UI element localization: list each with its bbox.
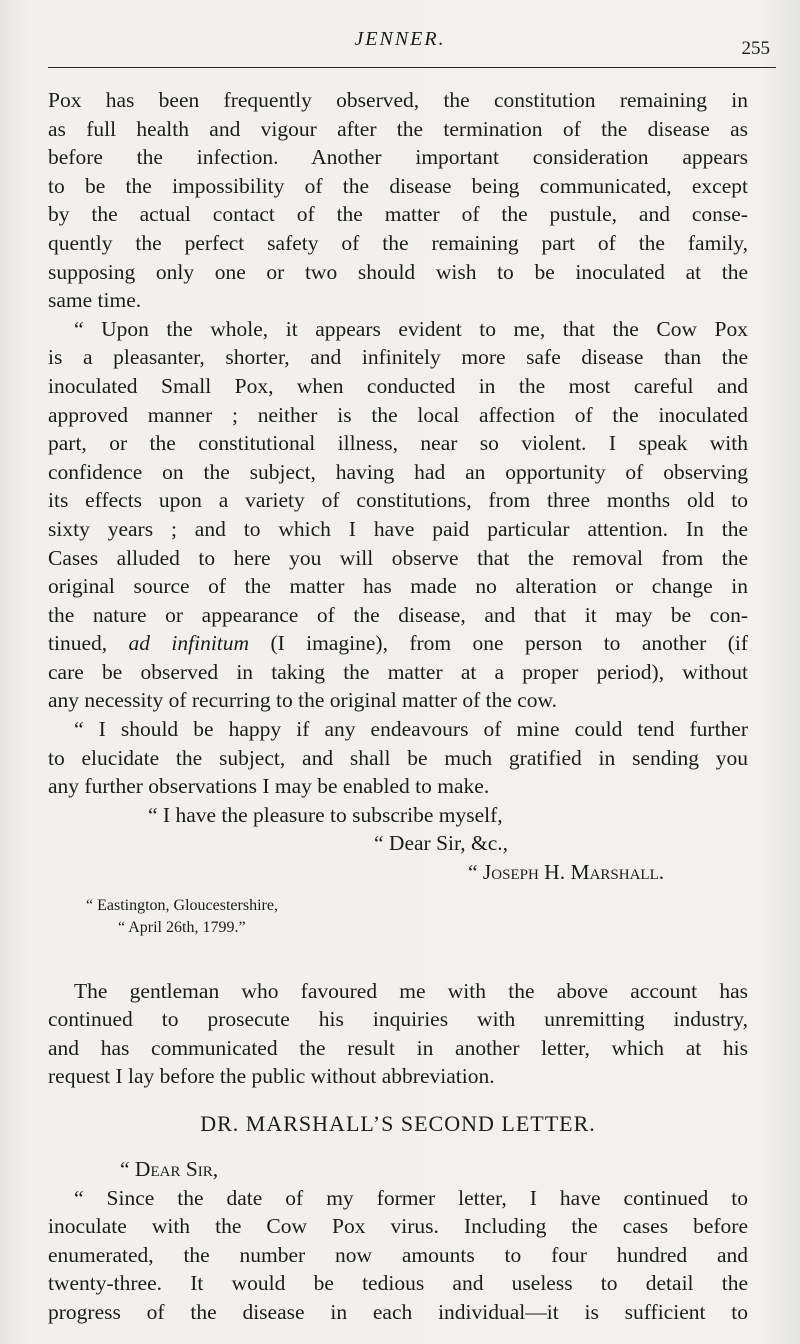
dateline-place: “ Eastington, Gloucestershire, xyxy=(86,896,278,914)
text-line: inoculated Small Pox, when conducted in the most careful and xyxy=(48,373,748,398)
header-rule xyxy=(48,67,776,68)
text-line: Pox has been frequently observed, the constitution remaining in xyxy=(48,88,748,112)
text-line: request I lay before the public without abbreviation. xyxy=(48,1064,495,1089)
dateline xyxy=(48,895,748,939)
text-line: any further observations I may be enabled to make. xyxy=(48,774,490,799)
salutation: “ Dear Sir, xyxy=(120,1157,219,1181)
letter-closing xyxy=(48,801,748,887)
text-line: and has communicated the result in another letter, which at his xyxy=(48,1035,748,1060)
text-fragment: tinued, xyxy=(48,631,129,656)
paragraph-3 xyxy=(48,715,748,801)
latin-phrase: ad infinitum xyxy=(128,631,250,656)
text-line: before the infection. Another important consideration appears xyxy=(48,145,748,170)
text-line: “ Upon the whole, it appears evident to me, that the Cow Pox xyxy=(74,316,748,341)
text-line: original source of the matter has made no alteration or change in xyxy=(48,574,748,599)
closing-line: “ I have the pleasure to subscribe myself, xyxy=(148,802,503,827)
page-number: 255 xyxy=(741,38,770,59)
text-line: care be observed in taking the matter at a proper period), without xyxy=(48,659,748,684)
text-line: Cases alluded to here you will observe that the removal from the xyxy=(48,545,748,570)
text-line: supposing only one or two should wish to be inoculated at the xyxy=(48,259,748,284)
running-head-title: JENNER. xyxy=(354,28,446,50)
text-line: approved manner ; neither is the local affection of the inoculated xyxy=(48,402,748,427)
text-line: its effects upon a variety of constitutions, from three months old to xyxy=(48,488,748,513)
text-line: as full health and vigour after the termination of the disease as xyxy=(48,116,748,141)
text-line: by the actual contact of the matter of the pustule, and conse- xyxy=(48,202,748,227)
text-line: the nature or appearance of the disease, and that it may be con- xyxy=(48,602,748,627)
text-fragment: (I imagine), from one person to another (if xyxy=(249,631,748,656)
text-line: inoculate with the Cow Pox virus. Including the cases before xyxy=(48,1214,748,1239)
text-line: part, or the constitutional illness, near so violent. I speak with xyxy=(48,431,748,456)
text-line: is a pleasanter, shorter, and infinitely more safe disease than the xyxy=(48,345,748,370)
dateline-date: “ April 26th, 1799.” xyxy=(118,918,246,936)
text-line: “ I should be happy if any endeavours of mine could tend further xyxy=(74,717,748,742)
text-line: “ Since the date of my former letter, I have continued to xyxy=(74,1185,748,1210)
running-head xyxy=(0,28,800,58)
text-line: to elucidate the subject, and shall be much gratified in sending you xyxy=(48,745,748,770)
body-text xyxy=(48,86,748,1327)
text-line: enumerated, the number now amounts to four hundred and xyxy=(48,1242,748,1267)
section-heading: DR. MARSHALL’S SECOND LETTER. xyxy=(200,1111,596,1136)
closing-salutation: “ Dear Sir, &c., xyxy=(374,831,509,856)
text-line-italic-phrase xyxy=(48,629,748,658)
spacer xyxy=(48,939,748,977)
text-line: same time. xyxy=(48,288,142,313)
paragraph-4 xyxy=(48,977,748,1091)
paragraph-1 xyxy=(48,86,748,315)
text-line: sixty years ; and to which I have paid particular attention. In the xyxy=(48,516,748,541)
text-line: quently the perfect safety of the remaining part of the family, xyxy=(48,230,748,255)
text-line: progress of the disease in each individual—it is sufficient to xyxy=(48,1299,748,1324)
text-line: to be the impossibility of the disease being communicated, except xyxy=(48,173,748,198)
text-line: twenty-three. It would be tedious and useless to detail the xyxy=(48,1271,748,1296)
text-line: continued to prosecute his inquiries with unremitting industry, xyxy=(48,1007,748,1032)
paragraph-5 xyxy=(48,1184,748,1327)
text-line: confidence on the subject, having had an opportunity of observing xyxy=(48,459,748,484)
text-line: The gentleman who favoured me with the above account has xyxy=(74,978,748,1003)
paragraph-2 xyxy=(48,315,748,715)
text-line: any necessity of recurring to the original matter of the cow. xyxy=(48,688,558,713)
signature: “ Joseph H. Marshall. xyxy=(468,860,665,885)
